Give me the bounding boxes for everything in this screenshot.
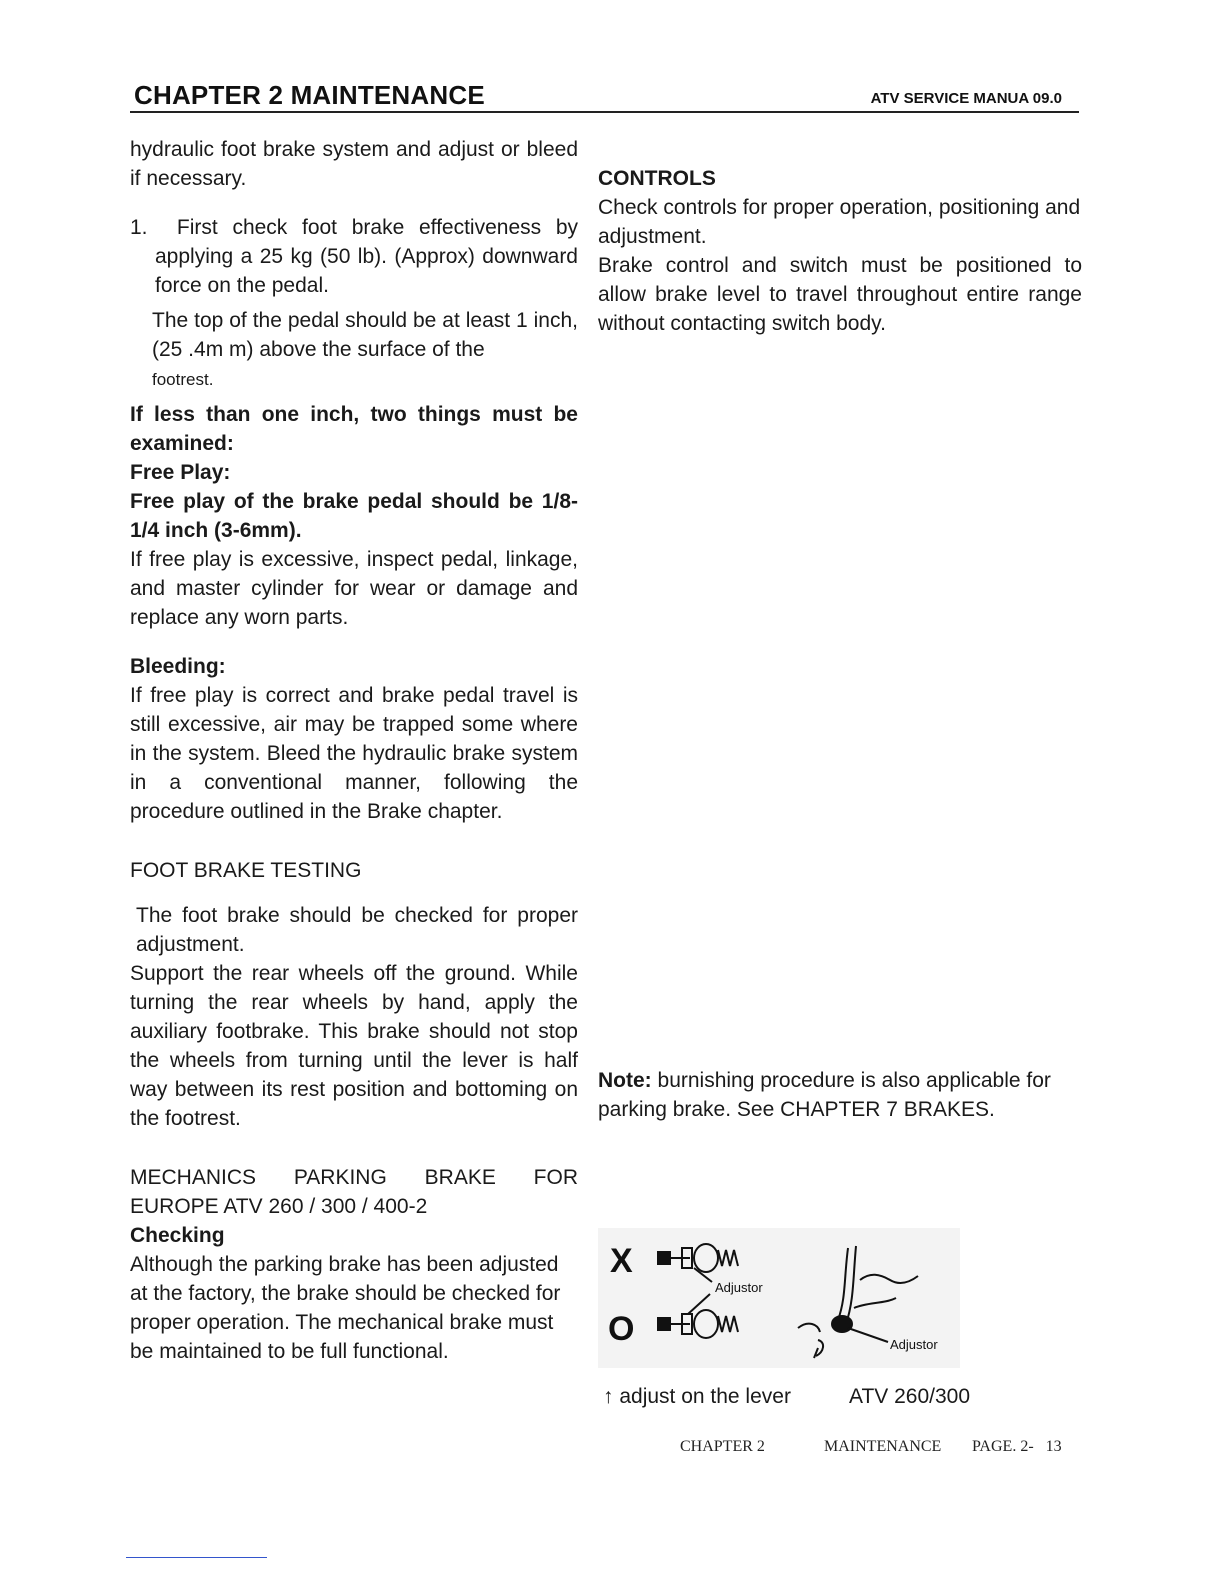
- free-play-text: If free play is excessive, inspect pedal, linkage, and master cylinder for wear or damage and replace any worn parts.: [130, 548, 578, 629]
- figure-caption-adjust-lever: ↑ adjust on the lever: [603, 1385, 791, 1408]
- bleeding-text: If free play is correct and brake pedal travel is still excessive, air may be trapped some where in the system. Bleed the hydraulic brake system in a conventional manner, following the procedure outlined in the Brake chapter.: [130, 684, 578, 823]
- footrest-text: footrest.: [152, 370, 214, 389]
- correct-mark: O: [608, 1310, 635, 1348]
- intro-paragraph: hydraulic foot brake system and adjust or bleed if necessary.: [130, 138, 578, 190]
- note-label: Note:: [598, 1069, 652, 1092]
- mechanics-heading-line-1: MECHANICS PARKING BRAKE FOR: [130, 1166, 578, 1189]
- brake-adjustor-figure: [598, 1228, 960, 1368]
- wrong-mark: X: [610, 1242, 633, 1280]
- note-text: burnishing procedure is also applicable for parking brake. See CHAPTER 7 BRAKES.: [598, 1069, 1051, 1121]
- less-than-inch-heading: If less than one inch, two things must be examined:: [130, 403, 578, 455]
- step-1-number: 1.: [130, 216, 148, 239]
- header-rule: [130, 111, 1079, 113]
- foot-brake-text-2: Support the rear wheels off the ground. While turning the rear wheels by hand, apply the auxiliary footbrake. This brake should not stop the wheels from turning until the lever is half way between its rest position and bottoming on the footrest.: [130, 962, 578, 1130]
- checking-text: Although the parking brake has been adjusted at the factory, the brake should be checked for proper operation. The mechanical brake must be maintained to be full functional.: [130, 1253, 561, 1363]
- footer-section: MAINTENANCE: [824, 1438, 942, 1455]
- brake-adjustor-illustration: [598, 1228, 960, 1368]
- bleeding-heading: Bleeding:: [130, 655, 226, 678]
- controls-heading: CONTROLS: [598, 167, 716, 190]
- footer-chapter: CHAPTER 2: [680, 1438, 765, 1455]
- adjustor-label-1: Adjustor: [715, 1280, 763, 1295]
- step-1-text: First check foot brake effectiveness by applying a 25 kg (50 lb). (Approx) downward force on the pedal.: [155, 216, 579, 297]
- note-section: [598, 1066, 1084, 1124]
- checking-heading: Checking: [130, 1224, 225, 1247]
- step-1: [130, 213, 578, 300]
- footer-page-number: PAGE. 2- 13: [972, 1438, 1062, 1455]
- mechanics-heading-line-2: EUROPE ATV 260 / 300 / 400-2: [130, 1195, 428, 1218]
- controls-text-1: Check controls for proper operation, positioning and adjustment.: [598, 196, 1081, 248]
- left-column: [130, 135, 578, 1366]
- step-1-continuation: The top of the pedal should be at least 1 inch, (25 .4m m) above the surface of the footrest.: [152, 309, 578, 389]
- figure-caption-model: ATV 260/300: [849, 1385, 971, 1408]
- manual-version: ATV SERVICE MANUA 09.0: [870, 90, 1062, 107]
- page-header-title: CHAPTER 2 MAINTENANCE: [134, 80, 485, 110]
- free-play-heading: Free Play:: [130, 461, 231, 484]
- controls-text-2: Brake control and switch must be positioned to allow brake level to travel throughout entire range without contacting switch body.: [598, 254, 1082, 335]
- adjustor-label-2: Adjustor: [890, 1337, 938, 1352]
- free-play-spec: Free play of the brake pedal should be 1/8-1/4 inch (3-6mm).: [130, 490, 578, 542]
- foot-brake-text-1: The foot brake should be checked for proper adjustment.: [136, 904, 578, 956]
- controls-section: [598, 164, 1082, 338]
- footer-link-underline: [126, 1557, 267, 1558]
- foot-brake-testing-heading: FOOT BRAKE TESTING: [130, 859, 362, 882]
